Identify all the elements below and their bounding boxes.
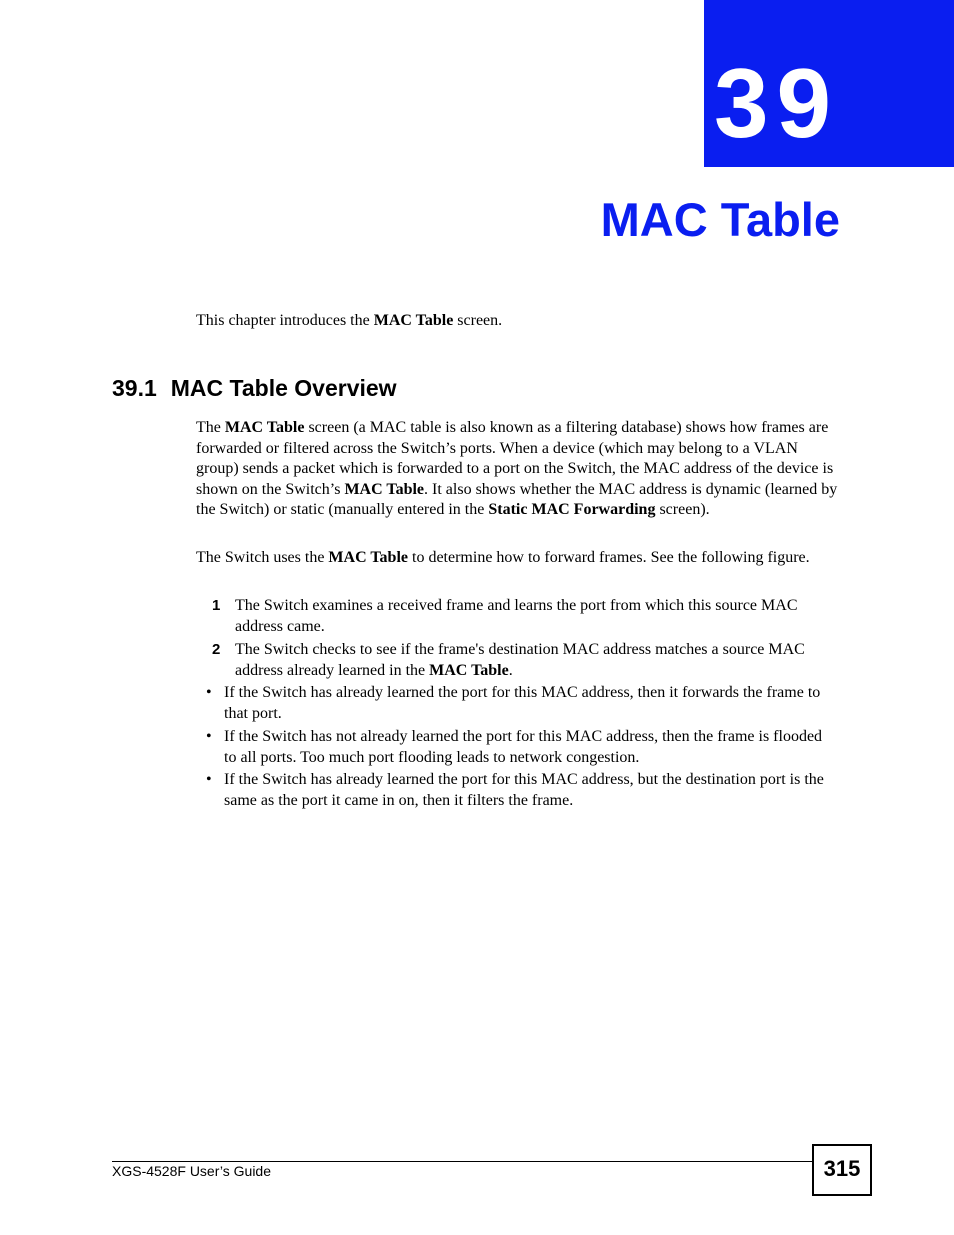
usage-paragraph xyxy=(196,548,838,569)
chapter-number: 39 xyxy=(714,48,840,158)
step-text-wrap xyxy=(235,640,838,681)
bullet-text: If the Switch has already learned the port for this MAC address, then it forwards the frame to that port. xyxy=(224,684,821,722)
paragraph-bold: MAC Table xyxy=(328,549,408,566)
bullet-text: If the Switch has already learned the port for this MAC address, but the destination port is the same as the port it came in on, then it filters the frame. xyxy=(224,771,824,809)
paragraph-bold: MAC Table xyxy=(224,419,305,436)
overview-paragraph xyxy=(196,418,838,521)
paragraph-text: . It also shows whether the MAC address is dynamic (learned by the Switch) or static (manually entered in the xyxy=(196,480,838,518)
paragraph-text: The xyxy=(196,419,225,436)
step-text: The Switch checks to see if the frame's destination MAC address matches a source MAC address already learned in the xyxy=(235,641,805,679)
intro-bold: MAC Table xyxy=(373,312,454,329)
section-number: 39.1 xyxy=(112,375,157,401)
paragraph-text: to determine how to forward frames. See the following figure. xyxy=(408,549,810,566)
intro-paragraph xyxy=(196,311,838,332)
page-number-box xyxy=(812,1144,872,1196)
step-bold: MAC Table xyxy=(429,661,509,679)
paragraph-text: screen (a MAC table is also known as a filtering database) shows how frames are forwarded or filtered across the Switch’s ports. When a device (which may belong to a VLAN group) sends a packet which is forwarded to a port on the Switch, the MAC address of the device is shown on the Switch’s xyxy=(196,419,834,498)
intro-text: This chapter introduces the xyxy=(196,312,374,329)
step-number: 1 xyxy=(212,597,221,614)
chapter-title: MAC Table xyxy=(600,193,840,246)
step-number: 2 xyxy=(212,641,221,658)
page-number: 315 xyxy=(823,1156,861,1181)
paragraph-bold: MAC Table xyxy=(344,480,425,498)
bullet-text: If the Switch has not already learned the port for this MAC address, then the frame is flooded to all ports. Too much port flooding leads to network congestion. xyxy=(224,728,823,766)
bullet-symbol: • xyxy=(206,684,212,701)
bullet-symbol: • xyxy=(206,728,212,745)
paragraph-text: The Switch uses the xyxy=(196,549,329,566)
section-title: MAC Table Overview xyxy=(170,375,397,401)
footer-guide-title: XGS-4528F User’s Guide xyxy=(112,1163,271,1179)
section-heading xyxy=(112,373,397,403)
step-text-end: . xyxy=(508,661,513,679)
bullet-symbol: • xyxy=(206,771,212,788)
step-text: The Switch examines a received frame and learns the port from which this source MAC address came. xyxy=(235,597,798,635)
paragraph-text: screen). xyxy=(655,501,710,518)
intro-text-end: screen. xyxy=(453,312,503,329)
paragraph-bold: Static MAC Forwarding xyxy=(488,501,656,518)
